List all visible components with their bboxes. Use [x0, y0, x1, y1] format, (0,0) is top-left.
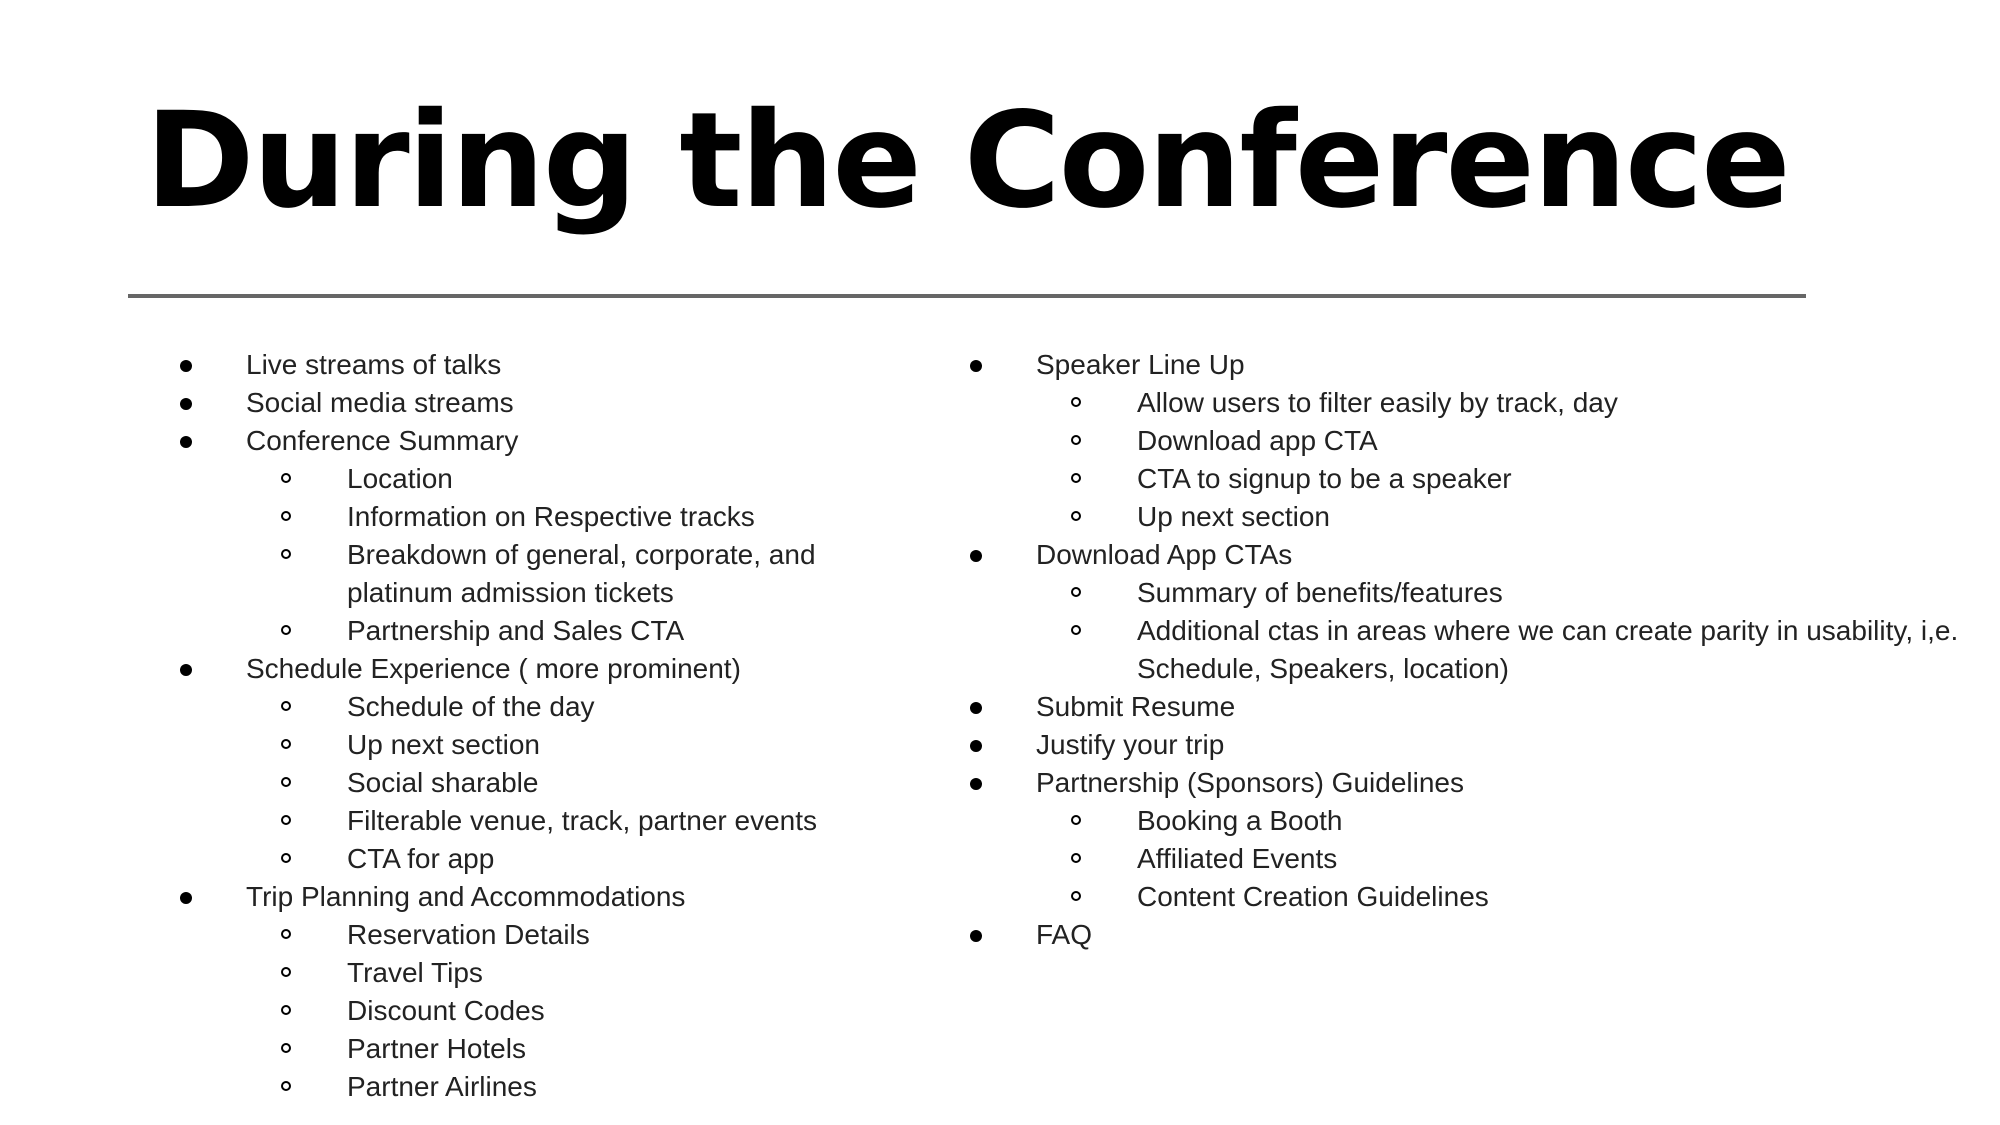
- filled-bullet-icon: [970, 740, 982, 752]
- hollow-bullet-icon: [281, 739, 291, 749]
- filled-bullet-icon: [180, 398, 192, 410]
- hollow-bullet-icon: [281, 549, 291, 559]
- sub-bullet-item: [960, 878, 1970, 916]
- sub-bullet-item: [960, 422, 1970, 460]
- bullet-item-label: Social media streams: [246, 387, 514, 418]
- hollow-bullet-icon: [281, 1043, 291, 1053]
- filled-bullet-icon: [180, 360, 192, 372]
- sub-bullet-item: [170, 916, 970, 954]
- bullet-item: [960, 726, 1970, 764]
- sub-bullet-item-label: Booking a Booth: [1137, 805, 1343, 836]
- sub-bullet-item-label: Download app CTA: [1137, 425, 1378, 456]
- hollow-bullet-icon: [281, 1005, 291, 1015]
- bullet-item-label: Conference Summary: [246, 425, 519, 456]
- filled-bullet-icon: [180, 664, 192, 676]
- sub-bullet-item: [170, 954, 970, 992]
- bullet-item-label: Download App CTAs: [1036, 539, 1293, 570]
- filled-bullet-icon: [970, 930, 982, 942]
- filled-bullet-icon: [970, 702, 982, 714]
- bullet-item: [170, 384, 970, 422]
- sub-bullet-item-label: Location: [347, 463, 453, 494]
- sub-bullet-item-label: Discount Codes: [347, 995, 545, 1026]
- hollow-bullet-icon: [1071, 853, 1081, 863]
- sub-bullet-item: [170, 1030, 970, 1068]
- sub-bullet-item: [960, 802, 1970, 840]
- sub-bullet-item: [960, 840, 1970, 878]
- sub-bullet-item-label: Schedule of the day: [347, 691, 595, 722]
- hollow-bullet-icon: [281, 701, 291, 711]
- sub-bullet-item: [960, 498, 1970, 536]
- bullet-item: [960, 764, 1970, 916]
- bullet-item: [170, 650, 970, 878]
- sub-bullet-item-label: Up next section: [347, 729, 540, 760]
- hollow-bullet-icon: [281, 815, 291, 825]
- bullet-item: [170, 878, 970, 1106]
- sub-bullet-list: [246, 688, 970, 878]
- filled-bullet-icon: [970, 360, 982, 372]
- sub-bullet-item: [170, 840, 970, 878]
- sub-bullet-list: [1036, 574, 1970, 688]
- hollow-bullet-icon: [281, 777, 291, 787]
- sub-bullet-item: [170, 764, 970, 802]
- left-bullet-list: [170, 346, 970, 1106]
- sub-bullet-item-label: Reservation Details: [347, 919, 590, 950]
- bullet-item-label: Partnership (Sponsors) Guidelines: [1036, 767, 1464, 798]
- hollow-bullet-icon: [281, 473, 291, 483]
- hollow-bullet-icon: [1071, 473, 1081, 483]
- sub-bullet-item-label: Travel Tips: [347, 957, 483, 988]
- sub-bullet-item: [170, 612, 970, 650]
- sub-bullet-item: [960, 612, 1970, 688]
- bullet-item: [960, 346, 1970, 536]
- sub-bullet-item: [170, 992, 970, 1030]
- hollow-bullet-icon: [1071, 625, 1081, 635]
- sub-bullet-list: [246, 460, 970, 650]
- sub-bullet-item-label: Partnership and Sales CTA: [347, 615, 685, 646]
- bullet-item-label: Justify your trip: [1036, 729, 1225, 760]
- filled-bullet-icon: [180, 892, 192, 904]
- hollow-bullet-icon: [1071, 815, 1081, 825]
- hollow-bullet-icon: [281, 511, 291, 521]
- sub-bullet-item-label: Partner Airlines: [347, 1071, 537, 1102]
- bullet-item: [960, 916, 1970, 954]
- sub-bullet-item-label: Social sharable: [347, 767, 539, 798]
- filled-bullet-icon: [180, 436, 192, 448]
- hollow-bullet-icon: [1071, 397, 1081, 407]
- sub-bullet-item: [170, 688, 970, 726]
- sub-bullet-item: [960, 460, 1970, 498]
- sub-bullet-item-label: Summary of benefits/features: [1137, 577, 1503, 608]
- hollow-bullet-icon: [1071, 435, 1081, 445]
- bullet-item: [170, 422, 970, 650]
- sub-bullet-item-label: Information on Respective tracks: [347, 501, 755, 532]
- bullet-item-label: Live streams of talks: [246, 349, 502, 380]
- right-bullet-list: [960, 346, 1970, 954]
- hollow-bullet-icon: [281, 929, 291, 939]
- hollow-bullet-icon: [281, 853, 291, 863]
- title-divider: [128, 294, 1806, 298]
- sub-bullet-item: [170, 726, 970, 764]
- sub-bullet-list: [246, 916, 970, 1106]
- sub-bullet-item-label: Content Creation Guidelines: [1137, 881, 1489, 912]
- sub-bullet-item: [170, 498, 970, 536]
- bullet-item-label: Trip Planning and Accommodations: [246, 881, 686, 912]
- sub-bullet-list: [1036, 384, 1970, 536]
- sub-bullet-item-label: Breakdown of general, corporate, and platinum admission tickets: [347, 539, 816, 608]
- sub-bullet-item-label: Up next section: [1137, 501, 1330, 532]
- hollow-bullet-icon: [1071, 587, 1081, 597]
- filled-bullet-icon: [970, 778, 982, 790]
- sub-bullet-item: [960, 384, 1970, 422]
- slide-title: During the Conference: [145, 84, 1789, 238]
- bullet-item: [170, 346, 970, 384]
- sub-bullet-item-label: Partner Hotels: [347, 1033, 526, 1064]
- bullet-item-label: Submit Resume: [1036, 691, 1236, 722]
- bullet-item: [960, 688, 1970, 726]
- hollow-bullet-icon: [281, 625, 291, 635]
- left-column: [170, 346, 970, 1106]
- sub-bullet-item: [170, 536, 970, 612]
- hollow-bullet-icon: [281, 1081, 291, 1091]
- sub-bullet-item-label: CTA to signup to be a speaker: [1137, 463, 1512, 494]
- hollow-bullet-icon: [281, 967, 291, 977]
- filled-bullet-icon: [970, 550, 982, 562]
- sub-bullet-item-label: CTA for app: [347, 843, 495, 874]
- bullet-item-label: FAQ: [1036, 919, 1093, 950]
- hollow-bullet-icon: [1071, 511, 1081, 521]
- sub-bullet-item: [170, 1068, 970, 1106]
- sub-bullet-item-label: Additional ctas in areas where we can create parity in usability, i,e. Schedule, Speakers, location): [1137, 615, 1959, 684]
- sub-bullet-item-label: Filterable venue, track, partner events: [347, 805, 818, 836]
- bullet-item: [960, 536, 1970, 688]
- sub-bullet-item-label: Allow users to filter easily by track, day: [1137, 387, 1618, 418]
- right-column: [960, 346, 1970, 954]
- sub-bullet-item: [170, 802, 970, 840]
- bullet-item-label: Schedule Experience ( more prominent): [246, 653, 741, 684]
- sub-bullet-list: [1036, 802, 1970, 916]
- sub-bullet-item: [960, 574, 1970, 612]
- hollow-bullet-icon: [1071, 891, 1081, 901]
- sub-bullet-item-label: Affiliated Events: [1137, 843, 1338, 874]
- sub-bullet-item: [170, 460, 970, 498]
- bullet-item-label: Speaker Line Up: [1036, 349, 1245, 380]
